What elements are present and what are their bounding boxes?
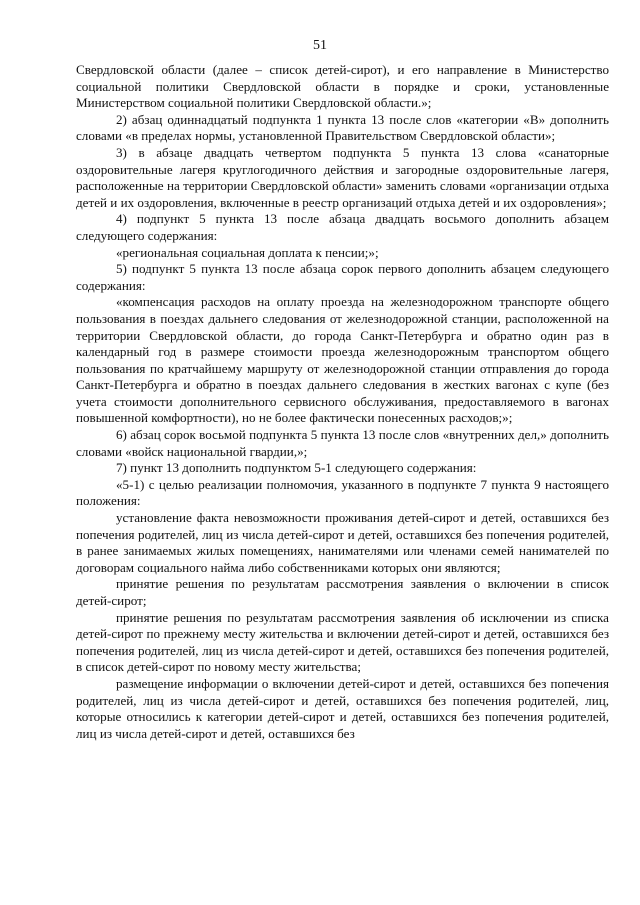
paragraph-item-6: 6) абзац сорок восьмой подпункта 5 пункта 13 после слов «внутренних дел,» дополнить словами «войск национальной гвардии,»; (76, 427, 609, 459)
paragraph-information-placement: размещение информации о включении детей-сирот и детей, оставшихся без попечения родителей, лиц из числа детей-сирот и детей, оставшихся без попечения родителей, лиц, которые относились к категории детей-сирот и детей, оставшихся без попечения родителей, лиц из числа детей-сирот и детей, оставшихся без (76, 675, 609, 741)
paragraph-decision-inclusion: принятие решения по результатам рассмотрения заявления о включении в список детей-сирот; (76, 576, 609, 608)
paragraph-decision-exclusion: принятие решения по результатам рассмотрения заявления об исключении из списка детей-сирот по прежнему месту жительства и включении детей-сирот и детей, оставшихся без попечения родителей, лиц из числа детей-сирот и детей, оставшихся без попечения родителей, в список детей-сирот по новому месту жительства; (76, 609, 609, 675)
page-number: 51 (313, 38, 327, 53)
paragraph-item-4: 4) подпункт 5 пункта 13 после абзаца двадцать восьмого дополнить абзацем следующего содержания: (76, 211, 609, 243)
paragraph-item-7: 7) пункт 13 дополнить подпунктом 5-1 следующего содержания: (116, 460, 477, 476)
paragraph-continuation: Свердловской области (далее – список детей-сирот), и его направление в Министерство социальной политики Свердловской области в порядке и сроки, установленные Министерством социальной политики Свердловской области.»; (76, 62, 609, 111)
paragraph-subitem-5-1: «5-1) с целью реализации полномочия, указанного в подпункте 7 пункта 9 настоящего положения: (76, 476, 609, 509)
paragraph-item-3: 3) в абзаце двадцать четвертом подпункта 5 пункта 13 слова «санаторные оздоровительные лагеря круглогодичного действия и загородные оздоровительные лагеря, расположенные на территории Свердловской области» заменить словами «организации отдыха детей и их оздоровления, включенные в реестр организаций отдыха детей и их оздоровления»; (76, 144, 609, 210)
paragraph-quote-pension: «региональная социальная доплата к пенсии;»; (116, 244, 379, 260)
paragraph-quote-compensation: «компенсация расходов на оплату проезда на железнодорожном транспорте общего пользования в поездах дальнего следования от железнодорожной станции, расположенной на территории Свердловской области, до города Санкт-Петербурга и обратно один раз в календарный год в размере стоимости проезда железнодорожным транспортом общего пользования по кратчайшему маршруту от железнодорожной станции отправления до города Санкт-Петербурга и обратно в поездах дальнего следования в жестких вагонах с купе (без учета стоимости дополнительного сервисного обслуживания, предоставляемого в вагонах повышенной комфортности), но не более фактически понесенных расходов;»; (76, 294, 609, 426)
document-body (76, 62, 609, 742)
paragraph-item-2: 2) абзац одиннадцатый подпункта 1 пункта 13 после слов «категории «В» дополнить словами «в пределах нормы, установленной Правительством Свердловской области»; (76, 111, 609, 144)
paragraph-fact-establishment: установление факта невозможности проживания детей-сирот и детей, оставшихся без попечения родителей, лиц из числа детей-сирот и детей, оставшихся без попечения родителей, в ранее занимаемых жилых помещениях, нанимателями или членами семей нанимателей по договорам социального найма либо собственниками которых они являются; (76, 510, 609, 575)
paragraph-item-5: 5) подпункт 5 пункта 13 после абзаца сорок первого дополнить абзацем следующего содержания: (76, 261, 609, 293)
